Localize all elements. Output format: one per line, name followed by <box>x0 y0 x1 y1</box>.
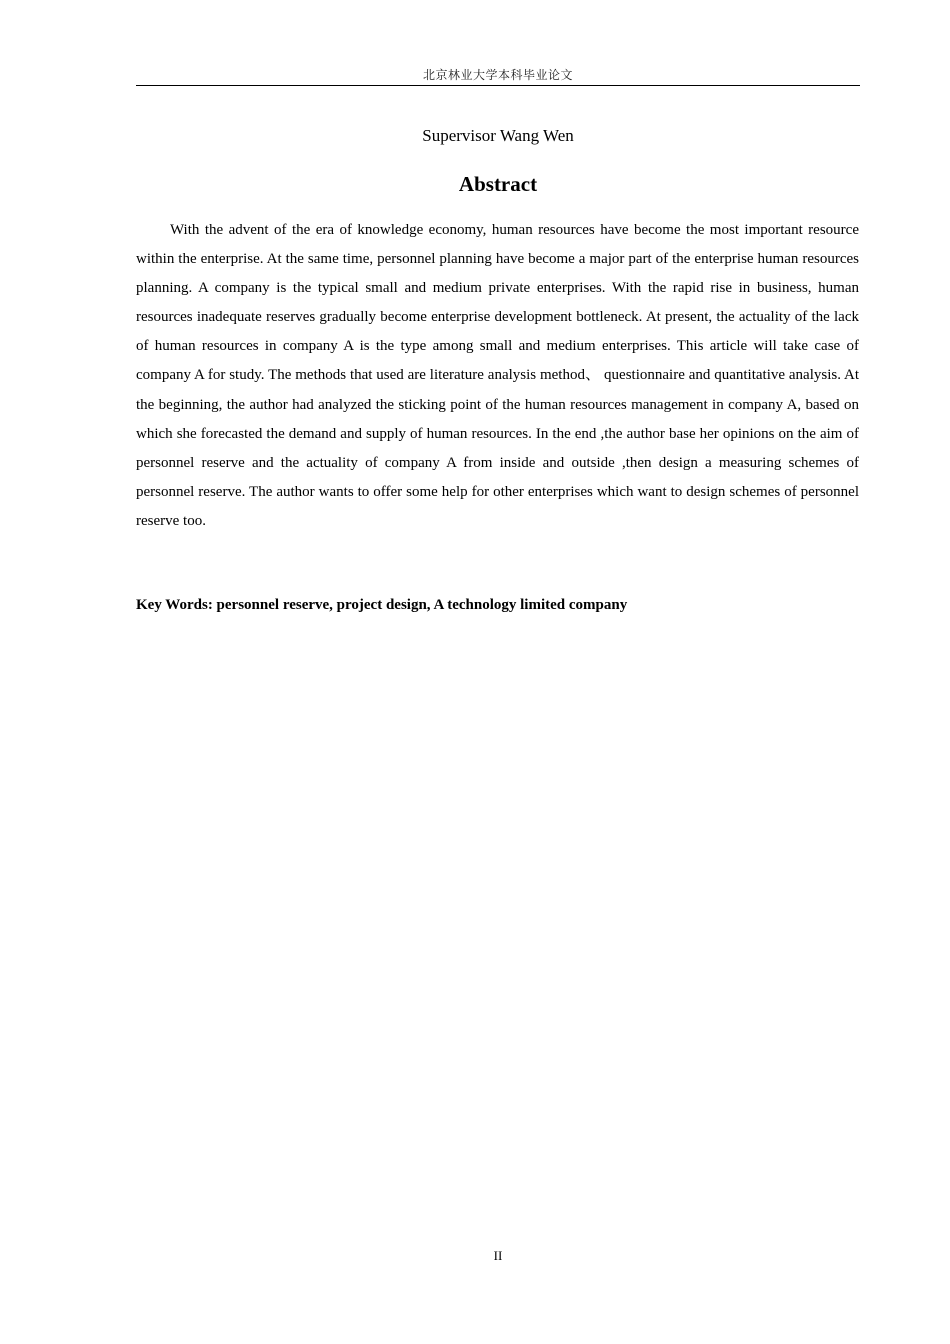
header-rule <box>136 85 860 86</box>
running-header: 北京林业大学本科毕业论文 <box>422 68 573 82</box>
page-number: II <box>493 1248 503 1263</box>
supervisor-line: Supervisor Wang Wen <box>422 126 574 145</box>
keywords-line: Key Words: personnel reserve, project design, A technology limited company <box>136 597 628 613</box>
abstract-body: With the advent of the era of knowledge economy, human resources have become the most important resource within the enterprise. At the same time, personnel planning have become a major part of the enterprise human resources planning. A company is the typical small and medium private enterprises. With the rapid rise in business, human resources inadequate reserves gradually become enterprise development bottleneck. At present, the actuality of the lack of human resources in company A is the type among small and medium enterprises. This article will take case of company A for study. The methods that used are literature analysis method、 questionnaire and quantitative analysis. At the beginning, the author had analyzed the sticking point of the human resources management in company A, based on which she forecasted the demand and supply of human resources. In the end ,the author base her opinions on the aim of personnel reserve and the actuality of company A from inside and outside ,then design a measuring schemes of personnel reserve. The author wants to offer some help for other enterprises which want to design schemes of personnel reserve too. <box>136 222 859 529</box>
abstract-title: Abstract <box>458 172 538 196</box>
